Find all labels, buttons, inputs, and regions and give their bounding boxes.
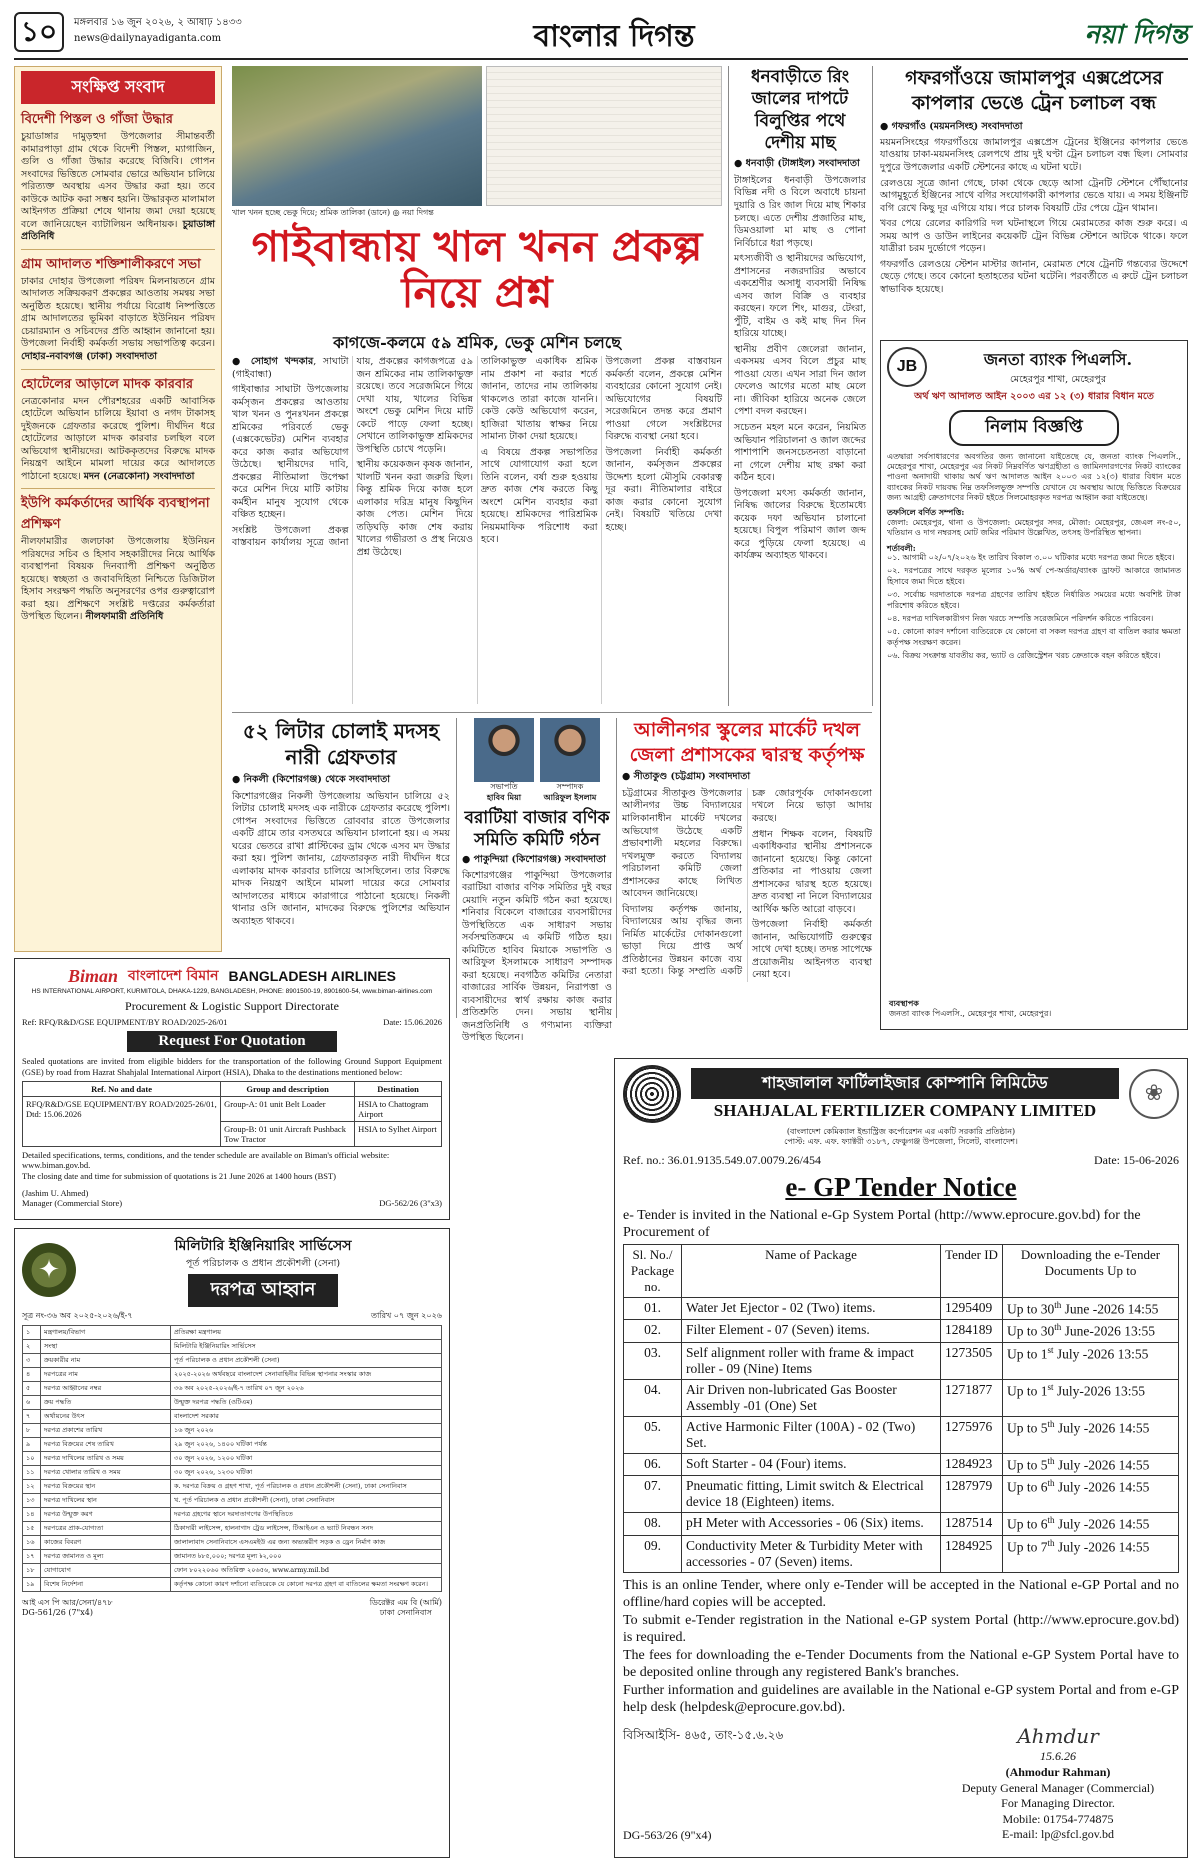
table-row: ১ মন্ত্রণালয়/বিভাগ প্রতিরক্ষা মন্ত্রণালয় — [23, 1325, 442, 1339]
table-row: ৩ ক্রয়কারীর নাম পূর্ত পরিচালক ও প্রধান প্রকৌশলী (সেনা) — [23, 1353, 442, 1367]
secretary-label: সম্পাদক — [556, 782, 584, 791]
bank-term: ০১. আগামী ০২/০৭/২০২৬ ইং তারিখ বিকাল ৩.০০ ঘটিকার মধ্যে দরপত্র জমা দিতে হইবে। — [887, 553, 1175, 563]
bank-intro: এতদ্বারা সর্বসাধারণের অবগতির জন্য জানানো যাইতেছে যে, জনতা ব্যাংক পিএলসি., মেহেরপুর শাখা, মেহেরপুর এর নিকট নিম্নবর্ণিত ঋণগ্রহীতা ও জামিনদারগণের নিকট ব্যাংকের পাওনা অনাদায়ী থাকায় অর্থ ঋণ আদালত আইন ২০০৩ এর ১২(৩) ধারার বিধান মতে ব্যাংকের নিকট দায়বদ্ধ নিম্ন তফসিলভুক্ত সম্পত্তি যেখানে যে অবস্থায় আছে ভিত্তিতে বিক্রয়ের জন্য আগ্রহী ক্রেতাগণের নিকট হইতে সিলমোহরকৃত দরপত্র আহ্বান করা যাইতেছে। — [887, 451, 1181, 503]
fish-body: স্থানীয় প্রবীণ জেলেরা জানান, একসময় এসব বিলে প্রচুর মাছ পাওয়া যেত। এখন সারা দিন জাল ফেলেও আগের মতো মাছ মেলে না। জীবিকা হারিয়ে অনেক জেলে পেশা বদল করছেন। — [734, 343, 866, 418]
website[interactable]: news@dailynayadiganta.com — [74, 33, 222, 44]
biman-address: HS INTERNATIONAL AIRPORT, KURMITOLA, DHAKA-1229, BANGLADESH, PHONE: 8901500-19, 8901600-54, www.biman-airlines.com — [31, 988, 433, 995]
sfcl-sig-date: 15.6.26 — [1040, 1749, 1076, 1764]
mes-tender-ad — [14, 1228, 450, 1858]
lead-body: ● সোহাগ খন্দকার, সাঘাটা (গাইবান্ধা) গাইবান্ধার সাঘাটা উপজেলায় কর্মসৃজন প্রকল্পের আওতায় খাল খনন ও পুনঃখনন প্রকল্পে শ্রমিকের পরিবর্তে ভেকু (এক্সকেভেটর) মেশিন ব্যবহার করে কাজ করার অভিযোগ উঠেছে। স্থানীয়দের দাবি, প্রকল্পের নীতিমালা উপেক্ষা করে মেশিন দিয়ে মাটি কাটায় কর্মহীন মানুষ সুযোগ থেকে বঞ্চিত হচ্ছেন। সংশ্লিষ্ট উপজেলা প্রকল্প বাস্তবায়ন কার্যালয় সূত্রে জানা যায়, প্রকল্পের কাগজপত্রে ৫৯ জন শ্রমিকের নাম তালিকাভুক্ত রয়েছে। তবে সরেজমিনে গিয়ে দেখা যায়, খালের বিভিন্ন অংশে ভেকু মেশিন দিয়ে মাটি কেটে পাড়ে ফেলা হচ্ছে। সেখানে তালিকাভুক্ত শ্রমিকদের উপস্থিতি চোখে পড়েনি। স্থানীয় কয়েকজন কৃষক জানান, খালটি খনন করা জরুরি ছিল। কিন্তু শ্রমিক দিয়ে কাজ হলে এলাকার দরিদ্র মানুষ কিছুদিন কাজ পেত। মেশিন দিয়ে তড়িঘড়ি কাজ শেষ করায় খালের গভীরতা ও প্রস্থ নিয়েও প্রশ্ন উঠেছে। তালিকাভুক্ত একাধিক শ্রমিক নাম প্রকাশ না করার শর্তে জানান, তাদের নাম তালিকায় থাকলেও তারা কাজে যাননি। কেউ কেউ অভিযোগ করেন, হাজিরা খাতায় স্বাক্ষর নিয়ে সামান্য টাকা দেয়া হয়েছে। এ বিষয়ে প্রকল্প সভাপতির সাথে যোগাযোগ করা হলে তিনি বলেন, বর্ষা শুরু হওয়ায় দ্রুত কাজ শেষ করতে কিছু অংশে মেশিন ব্যবহার করা হয়েছে। শ্রমিকদের পারিশ্রমিক নিয়মমাফিক পরিশোধ করা হবে। উপজেলা প্রকল্প বাস্তবায়ন কর্মকর্তা বলেন, প্রকল্পে মেশিন ব্যবহারের কোনো সুযোগ নেই। অভিযোগের বিষয়টি সরেজমিনে তদন্ত করে প্রমাণ পাওয়া গেলে সংশ্লিষ্টদের বিরুদ্ধে ব্যবস্থা নেয়া হবে। উপজেলা নির্বাহী কর্মকর্তা জানান, কর্মসৃজন প্রকল্পের উদ্দেশ্য হলো মৌসুমি বেকারত্ব দূর করা। নীতিমালার বাইরে কাজ করার কোনো সুযোগ নেই। বিষয়টি খতিয়ে দেখা হচ্ছে। — [232, 356, 722, 558]
lead-subhead: কাগজে-কলমে ৫৯ শ্রমিক, ভেকু মেশিন চলছে — [333, 333, 621, 352]
table-row: 07. Pneumatic fitting, Limit switch & Electrical device 18 (Eighteen) items. 1287979 Up to 6th July -2026 14:55 — [624, 1476, 1179, 1513]
bank-notice-title: নিলাম বিজ্ঞপ্তি — [949, 410, 1119, 446]
biman-dept: Procurement & Logistic Support Directorate — [125, 999, 339, 1014]
signature-image: Ahmdur — [1017, 1724, 1099, 1749]
table-row: ৯ দরপত্র বিক্রয়ের শেষ তারিখ ২৯ জুন ২০২৬, ১৪০০ ঘটিকা পর্যন্ত — [23, 1437, 442, 1451]
biman-title: Request For Quotation — [127, 1031, 337, 1052]
lead-photo-caption: খাল খনন হচ্ছে ভেকু দিয়ে; শ্রমিক তালিকা (ডানে) ◎ নয়া দিগন্ত — [232, 208, 434, 217]
biman-logo: Biman — [67, 965, 119, 986]
sfcl-title: e- GP Tender Notice — [785, 1171, 1017, 1202]
biman-name: BANGLADESH AIRLINES — [228, 968, 397, 984]
sfcl-sub2: পোস্ট: এফ. এফ. ফ্যাক্টরী ৩১৮৭, ফেঞ্চুগঞ্জ উপজেলা, সিলেট, বাংলাদেশ। — [784, 1137, 1018, 1147]
sfcl-code: DG-563/26 (9"x4) — [623, 1828, 712, 1842]
lead-photo-excavator — [232, 66, 482, 206]
bank-name: জনতা ব্যাংক পিএলসি. — [983, 350, 1133, 370]
table-row: ১২ দরপত্র বিক্রয়ের স্থান ক. দরপত্র বিক্রয় ও গ্রহণ শাখা, পূর্ত পরিচালক ও প্রধান প্রকৌশলী (সেনা), ঢাকা সেনানিবাস — [23, 1479, 442, 1493]
sfcl-date: Date: 15-06-2026 — [1094, 1152, 1179, 1167]
mes-memo: সূত্র নং-৩৬ অব ২০২৫-২০২৬/ই-৭ — [22, 1310, 133, 1320]
fish-dateline: ● ধনবাড়ী (টাঙ্গাইল) সংবাদদাতা — [734, 158, 860, 170]
school-body: চট্টগ্রামের সীতাকুণ্ড উপজেলার আলীনগর উচ্চ বিদ্যালয়ের মালিকানাধীন মার্কেট দখলের অভিযোগ উঠেছে একটি প্রভাবশালী মহলের বিরুদ্ধে। দখলমুক্ত করতে বিদ্যালয় পরিচালনা কমিটি জেলা প্রশাসকের কাছে লিখিত আবেদন জানিয়েছে। বিদ্যালয় কর্তৃপক্ষ জানায়, বিদ্যালয়ের আয় বৃদ্ধির জন্য নির্মিত মার্কেটের দোকানগুলো ভাড়া দিয়ে প্রাপ্ত অর্থ প্রতিষ্ঠানের উন্নয়ন কাজে ব্যয় করা হতো। কিন্তু সম্প্রতি একটি চক্র জোরপূর্বক দোকানগুলো দখলে নিয়ে ভাড়া আদায় করছে। প্রধান শিক্ষক বলেন, বিষয়টি একাধিকবার স্থানীয় প্রশাসনকে জানানো হয়েছে। কিন্তু কোনো প্রতিকার না পাওয়ায় জেলা প্রশাসকের দ্বারস্থ হতে হয়েছে। দ্রুত ব্যবস্থা না নিলে বিদ্যালয়ের আর্থিক ক্ষতি আরো বাড়বে। উপজেলা নির্বাহী কর্মকর্তা জানান, অভিযোগটি গুরুত্বের সাথে দেখা হচ্ছে। তদন্ত সাপেক্ষে প্রয়োজনীয় আইনগত ব্যবস্থা নেয়া হবে। — [622, 787, 872, 981]
table-row: 09. Conductivity Meter & Turbidity Meter with accessories - 07 (Seven) items. 1284925 Up to 7th July -2026 14:55 — [624, 1535, 1179, 1572]
fish-story — [734, 66, 866, 706]
date-line: মঙ্গলবার ১৬ জুন ২০২৬, ২ আষাঢ় ১৪৩৩ — [74, 17, 242, 28]
mes-code-left: আই এস পি আর/সেনা/৪৭৮ — [22, 1597, 113, 1607]
biman-signer: (Jashim U. Ahmed) — [22, 1187, 89, 1198]
liquor-dateline: ● নিকলী (কিশোরগঞ্জ) থেকে সংবাদদাতা — [232, 774, 390, 785]
brief-item — [21, 494, 215, 624]
table-row: 05. Active Harmonic Filter (100A) - 02 (Two) Set. 1275976 Up to 5th July -2026 14:55 — [624, 1416, 1179, 1453]
table-row: 01. Water Jet Ejector - 02 (Two) items. 1295409 Up to 30th June -2026 14:55 — [624, 1297, 1179, 1320]
brief-item-title: বিদেশী পিস্তল ও গাঁজা উদ্ধার — [21, 112, 173, 127]
avatar — [540, 718, 600, 782]
train-body: ● গফরগাঁও (ময়মনসিংহ) সংবাদদাতা ময়মনসিংহের গফরগাঁওয়ে জামালপুর এক্সপ্রেস ট্রেনের ইঞ্জিনের কাপলার ভেঙে যাওয়ায় ঢাকা-ময়মনসিংহ রেলপথে প্রায় দুই ঘণ্টা ট্রেন চলাচল বন্ধ ছিল। সোমবার দুপুরে উপজেলার একটি স্টেশনের কাছে এ ঘটনা ঘটে। রেলওয়ে সূত্রে জানা গেছে, ঢাকা থেকে ছেড়ে আসা ট্রেনটি স্টেশনে পৌঁছানোর আগমুহূর্তে ইঞ্জিনের সাথে বগির সংযোগকারী কাপলার ভেঙে যায়। এ সময় ইঞ্জিনটি বগি রেখে কিছু দূর এগিয়ে যায়। পরে চালক বিষয়টি টের পেয়ে ট্রেন থামান। খবর পেয়ে রেলের কারিগরি দল ঘটনাস্থলে গিয়ে মেরামতের কাজ শুরু করে। এ সময় আপ ও ডাউন লাইনের কয়েকটি ট্রেন বিভিন্ন স্টেশনে আটকে থাকে। ফলে যাত্রীরা চরম দুর্ভোগে পড়েন। গফরগাঁও রেলওয়ে স্টেশন মাস্টার জানান, মেরামত শেষে ট্রেনটি গন্তব্যের উদ্দেশে ছেড়ে গেছে। তবে কোনো হতাহতের ঘটনা ঘটেনি। পরবর্তীতে এ রুটে ট্রেন চলাচল স্বাভাবিক হয়েছে। — [880, 121, 1188, 295]
school-dateline: ● সীতাকুণ্ড (চট্টগ্রাম) সংবাদদাতা — [622, 771, 751, 783]
table-row: 06. Soft Starter - 04 (Four) items. 1284923 Up to 5th July -2026 14:55 — [624, 1453, 1179, 1476]
committee-story — [462, 718, 612, 1044]
brief-item-body: চুয়াডাঙ্গার দামুড়হুদা উপজেলার সীমান্তবর্তী কামারপাড়া গ্রাম থেকে বিদেশী পিস্তল, ম্যাগাজিন, গুলি ও গাঁজা উদ্ধার করেছে বিজিবি। গোপন সংবাদের ভিত্তিতে সোমবার ভোরে অভিযান চালিয়ে পরিত্যক্ত অবস্থায় এসব উদ্ধার করা হয়। তবে কাউকে আটক করা সম্ভব হয়নি। উদ্ধারকৃত মালামাল আইনগত প্রক্রিয়া শেষে থানায় জমা দেয়া হয়েছে বলে জানিয়েছেন ব্যাটালিয়ন অধিনায়ক। চুয়াডাঙ্গা প্রতিনিধি — [21, 131, 215, 243]
mes-date: তারিখ ০৭ জুন ২০২৬ — [370, 1310, 442, 1320]
bank-schedule: জেলা: মেহেরপুর, থানা ও উপজেলা: মেহেরপুর সদর, মৌজা: মেহেরপুর, জেএল নং-৫০, খতিয়ান ও দাগ নম্বরসহ মোট জমির পরিমাণ উল্লেখিত, তৎসহ উপরিস্থিত স্থাপনা। — [887, 517, 1181, 538]
fish-body: মৎস্যজীবী ও স্থানীয়দের অভিযোগ, প্রশাসনের নজরদারির অভাবে একশ্রেণীর অসাধু ব্যবসায়ী নিষিদ্ধ এসব জাল বিক্রি ও ব্যবহার করছেন। ফলে শিং, মাগুর, টেংরা, পুঁটি, বাইম ও কই মাছ দিন দিন হারিয়ে যাচ্ছে। — [734, 253, 866, 340]
sfcl-table: Sl. No./ Package no. Name of Package Tender ID Downloading the e-Tender Documents Up to 01. Water Jet Ejector - 02 (Two) items. 1295409 Up to 30th June -2026 14:55 02. Filter Element - 07 (Seven) items. 1284189 Up to 30th June-2026 13:55 03. Self alignment roller with frame & impact roller - 09 (Nine) Items 1273505 Up to 1st July -2026 13:55 04. Air Driven non-lubricated Gas Booster Assembly -01 (One) Set 1271877 Up to 1st July-2026 13:55 05. Active Harmonic Filter (100A) - 02 (Two) Set. 1275976 Up to 5th July -2026 14:55 06. Soft Starter - 04 (Four) items. 1284923 Up to 5th July -2026 14:55 07. Pneumatic fitting, Limit switch & Electrical device 18 (Eighteen) items. 1287979 Up to 6th July -2026 14:55 08. pH Meter with Accessories - 06 (Six) items. 1287514 Up to 6th July -2026 14:55 09. Conductivity Meter & Turbidity Meter with accessories - 07 (Seven) items. 1284925 Up to 7th July -2026 14:55 — [623, 1244, 1179, 1573]
brief-item-body: নেত্রকোনার মদন পৌরশহরের একটি আবাসিক হোটেলে অভিযান চালিয়ে ইয়াবা ও নগদ টাকাসহ দুইজনকে গ্রেফতার করেছে পুলিশ। দীর্ঘদিন ধরে হোটেলের আড়ালে মাদক কারবার চলছিল বলে অভিযোগ স্থানীয়দের। আটককৃতদের বিরুদ্ধে মাদক নিয়ন্ত্রণ আইনে মামলা দায়ের করে আদালতে পাঠানো হয়েছে। মদন (নেত্রকোনা) সংবাদদাতা — [21, 395, 215, 482]
table-row: ১৬ কাজের বিবরণ জালালাবাদ সেনানিবাসে এসএমইউ এর জন্য অভ্যন্তরীণ সড়ক ও ড্রেন নির্মাণ কাজ — [23, 1535, 442, 1549]
mes-title: দরপত্র আহ্বান — [188, 1274, 338, 1307]
army-crest-icon: ✦ — [22, 1243, 76, 1297]
bank-schedule-title: তফসিলে বর্ণিত সম্পত্তি: — [887, 507, 965, 518]
table-row: ৬ ক্রয় পদ্ধতি উন্মুক্ত দরপত্র পদ্ধতি (ওটিএম) — [23, 1395, 442, 1409]
train-headline: গফরগাঁওয়ে জামালপুর এক্সপ্রেসের কাপলার ভেঙে ট্রেন চলাচল বন্ধ — [905, 67, 1163, 114]
biman-date: Date: 15.06.2026 — [383, 1017, 442, 1028]
bank-term: ০২. দরপত্রের সাথে দরকৃত মূল্যের ১০% অর্থ পে-অর্ডার/ব্যাংক ড্রাফট আকারে জামানত হিসাবে জমা দিতে হইবে। — [887, 566, 1181, 586]
table-row: ১৫ দরপত্রের প্রাক-যোগ্যতা ঠিকাদারী লাইসেন্স, হালনাগাদ ট্রেড লাইসেন্স, টিআইএন ও ভ্যাট নিবন্ধন সনদ — [23, 1521, 442, 1535]
page-number: ১০ — [14, 12, 64, 52]
sfcl-bn-name: শাহজালাল ফার্টিলাইজার কোম্পানি লিমিটেড — [691, 1068, 1119, 1099]
sfcl-para: The fees for downloading the e-Tender Documents from the National e-GP System Portal have to be deposited online through any registered Bank's branches. — [623, 1647, 1179, 1681]
bank-term: ০৩. সর্বোচ্চ দরদাতাকে দরপত্র গ্রহণের তারিখ হইতে নির্ধারিত সময়ের মধ্যে অবশিষ্ট টাকা পরিশোধ করিতে হইবে। — [887, 590, 1181, 610]
liquor-headline: ৫২ লিটার চোলাই মদসহ নারী গ্রেফতার — [242, 719, 440, 769]
table-row: RFQ/R&D/GSE EQUIPMENT/BY ROAD/2025-26/01, Dtd: 15.06.2026 Group-A: 01 unit Belt Loader HSIA to Chattogram Airport — [23, 1096, 442, 1121]
fish-body: উপজেলা মৎস্য কর্মকর্তা জানান, নিষিদ্ধ জালের বিরুদ্ধে ইতোমধ্যে কয়েক দফা অভিযান চালানো হয়েছে। বিপুল পরিমাণ জাল জব্দ করে পুড়িয়ে ফেলা হয়েছে। এ কার্যক্রম অব্যাহত থাকবে। — [734, 487, 866, 562]
table-row: Group-B: 01 unit Aircraft Pushback Tow Tractor HSIA to Sylhet Airport — [23, 1121, 442, 1146]
sfcl-para: This is an online Tender, where only e-Tender will be accepted in the National e-GP Portal and no offline/hard copies will be accepted. — [623, 1577, 1179, 1611]
sfcl-ref: Ref. no.: 36.01.9135.549.07.0079.26/454 — [623, 1152, 821, 1167]
table-row: ৫ দরপত্র আহ্বানের নম্বর ৩৬ অব ২০২৫-২০২৬/ই-৭ তারিখ ০৭ জুন ২০২৬ — [23, 1381, 442, 1395]
biman-ref: Ref: RFQ/R&D/GSE EQUIPMENT/BY ROAD/2025-26/01 — [22, 1017, 228, 1028]
train-story — [880, 66, 1188, 336]
brief-item — [21, 110, 215, 244]
brief-item-title: ইউপি কর্মকর্তাদের আর্থিক ব্যবস্থাপনা প্রশিক্ষণ — [21, 496, 210, 533]
brief-item-body: ঢাকার দোহার উপজেলা পরিষদ মিলনায়তনে গ্রাম আদালত সক্রিয়করণ প্রকল্পের আওতায় সমন্বয় সভা অনুষ্ঠিত হয়েছে। স্থানীয় পর্যায়ে বিরোধ নিষ্পত্তিতে গ্রাম আদালতের ভূমিকা বাড়াতে ইউনিয়ন পরিষদ চেয়ারম্যান ও সচিবদের প্রতি আহ্বান জানানো হয়। উপজেলা নির্বাহী কর্মকর্তা সভায় সভাপতিত্ব করেন। দোহার-নবাবগঞ্জ (ঢাকা) সংবাদদাতা — [21, 275, 215, 362]
sfcl-bn-code: বিসিআইসি- ৪৬৫, তাং-১৫.৬.২৬ — [623, 1727, 784, 1742]
sfcl-for: For Managing Director. — [1001, 1796, 1115, 1811]
table-row: ১৪ দরপত্র উন্মুক্ত করণ দরপত্র গ্রহণের স্থানে দরদাতাগণের উপস্থিতিতে — [23, 1507, 442, 1521]
school-story — [622, 718, 872, 1018]
biman-code: DG-562/26 (3"x3) — [379, 1197, 442, 1208]
table-row: ১৯ বিশেষ নির্দেশনা কর্তৃপক্ষ কোনো কারণ দর্শানো ব্যতিরেকে যে কোনো দরপত্র গ্রহণ বা বাতিলের ক্ষমতা সংরক্ষণ করেন। — [23, 1577, 442, 1591]
sfcl-mobile: Mobile: 01754-774875 — [1002, 1811, 1114, 1826]
table-row: ১৭ দরপত্র জামানত ও মূল্য জামানত ৳৮৫,০০০; দরপত্র মূল্য ৳২,০০০ — [23, 1549, 442, 1563]
table-row: 08. pH Meter with Accessories - 06 (Six) items. 1287514 Up to 6th July -2026 14:55 — [624, 1513, 1179, 1536]
sfcl-para: To submit e-Tender registration in the National e-GP system Portal (http://www.eprocure.gov.bd) is required. — [623, 1612, 1179, 1646]
bank-terms-title: শর্তাবলী: — [887, 542, 916, 553]
brief-item-title: গ্রাম আদালত শক্তিশালীকরণে সভা — [21, 256, 201, 272]
president-label: সভাপতি — [490, 782, 518, 791]
biman-table: Ref. No and date Group and description Destination RFQ/R&D/GSE EQUIPMENT/BY ROAD/2025-26/01, Dtd: 15.06.2026 Group-A: 01 unit Belt Loader HSIA to Chattogram Airport Group-B: 01 unit Aircraft Pushback Tow Tractor HSIA to Sylhet Airport — [22, 1081, 442, 1147]
bank-signature: ব্যবস্থাপক জনতা ব্যাংক পিএলসি., মেহেরপুর শাখা, মেহেরপুর। — [889, 998, 1052, 1018]
secretary-name: আরিফুল ইসলাম — [543, 792, 597, 803]
school-headline: আলীনগর স্কুলের মার্কেট দখল জেলা প্রশাসকের দ্বারস্থ কর্তৃপক্ষ — [629, 719, 865, 766]
mes-signer: ডিরেক্টর এম বি (আর্মি) — [369, 1597, 442, 1607]
liquor-story — [232, 718, 450, 958]
section-title: বাংলার দিগন্ত — [533, 19, 695, 54]
bcic-logo-icon: ❀ — [1129, 1069, 1179, 1119]
bank-term: ০৬. বিক্রয় সংক্রান্ত যাবতীয় কর, ভ্যাট ও রেজিস্ট্রেশন খরচ ক্রেতাকে বহন করিতে হইবে। — [887, 651, 1161, 661]
sfcl-intro: e- Tender is invited in the National e-Gp System Portal (http://www.eprocure.gov.bd) for the Procurement of — [623, 1207, 1141, 1241]
table-row: ২ সংস্থা মিলিটারি ইঞ্জিনিয়ারিং সার্ভিসেস — [23, 1339, 442, 1353]
brief-item-body: নীলফামারীর জলঢাকা উপজেলায় ইউনিয়ন পরিষদের সচিব ও হিসাব সহকারীদের নিয়ে আর্থিক ব্যবস্থাপনা বিষয়ক দিনব্যাপী প্রশিক্ষণ অনুষ্ঠিত হয়েছে। স্বচ্ছতা ও জবাবদিহিতা নিশ্চিতে ডিজিটাল হিসাব সংরক্ষণ পদ্ধতি অনুসরণের ওপর গুরুত্বারোপ করা হয়। প্রশিক্ষণে সংশ্লিষ্ট দপ্তরের কর্মকর্তারা উপস্থিত ছিলেন। নীলফামারী প্রতিনিধি — [21, 536, 215, 623]
lead-headline: গাইবান্ধায় খাল খনন প্রকল্প নিয়ে প্রশ্ন — [251, 222, 703, 318]
table-row: ১১ দরপত্র খোলার তারিখ ও সময় ৩০ জুন ২০২৬, ১২৩০ ঘটিকা — [23, 1465, 442, 1479]
sfcl-para: Further information and guidelines are available in the National e-GP system Portal and from e-GP help desk (helpdesk@eprocure.gov.bd). — [623, 1682, 1179, 1716]
sfcl-tender-ad — [614, 1058, 1188, 1858]
committee-headline: বরাটিয়া বাজার বণিক সমিতি কমিটি গঠন — [464, 807, 610, 850]
sfcl-signer: (Ahmodur Rahman) — [1005, 1765, 1111, 1780]
biman-details: Detailed specifications, terms, conditions, and the tender schedule are available on Biman's official website: www.biman.gov.bd. — [22, 1149, 390, 1171]
brief-item — [21, 375, 215, 484]
brief-news-box — [14, 66, 222, 952]
bank-auction-ad — [880, 340, 1188, 1030]
table-row: 02. Filter Element - 07 (Seven) items. 1284189 Up to 30th June-2026 13:55 — [624, 1320, 1179, 1343]
fish-body: সচেতন মহল মনে করেন, নিয়মিত অভিযান পরিচালনা ও জাল জব্দের পাশাপাশি জনসচেতনতা বাড়ানো না গেলে দেশীয় মাছ রক্ষা করা কঠিন হবে। — [734, 422, 866, 484]
paper-logo: নয়া দিগন্ত — [1084, 20, 1188, 50]
bank-branch: মেহেরপুর শাখা, মেহেরপুর — [1009, 374, 1107, 386]
biman-closing: The closing date and time for submission of quotations is 21 June 2026 at 1400 hours (BST) — [22, 1170, 336, 1181]
table-row: 03. Self alignment roller with frame & impact roller - 09 (Nine) Items 1273505 Up to 1st July -2026 13:55 — [624, 1342, 1179, 1379]
mes-table — [22, 1325, 442, 1592]
biman-intro: Sealed quotations are invited from eligible bidders for the transportation of the following Ground Support Equipment (GSE) by road from Hazrat Shahjalal International Airport (HSIA), Dhaka to the destinations mentioned below: — [22, 1056, 442, 1078]
brief-item — [21, 255, 215, 364]
table-row: ১৩ দরপত্র দাখিলের স্থান খ. পূর্ত পরিচালক ও প্রধান প্রকৌশলী (সেনা), ঢাকা সেনানিবাস — [23, 1493, 442, 1507]
committee-dateline: ● পাকুন্দিয়া (কিশোরগঞ্জ) সংবাদদাতা — [462, 853, 606, 865]
liquor-body: কিশোরগঞ্জের নিকলী উপজেলায় অভিযান চালিয়ে ৫২ লিটার চোলাই মদসহ এক নারীকে গ্রেফতার করেছে পুলিশ। গোপন সংবাদের ভিত্তিতে রোববার রাতে উপজেলার একটি গ্রামে তার বসতঘরে অভিযান চালানো হয়। এ সময় ঘরের ভেতরে রাখা প্লাস্টিকের ড্রাম থেকে এসব মদ উদ্ধার করা হয়। পুলিশ জানায়, গ্রেফতারকৃত নারী দীর্ঘদিন ধরে এলাকায় মাদক কারবার চালিয়ে আসছিলেন। তার বিরুদ্ধে মাদক নিয়ন্ত্রণ আইনে মামলা দায়ের করে সোমবার আদালতের মাধ্যমে কারাগারে পাঠানো হয়েছে। নিকলী থানার ওসি জানান, মাদকের বিরুদ্ধে পুলিশের অভিযান অব্যাহত থাকবে। — [232, 790, 450, 927]
mes-code: DG-561/26 (7"x4) — [22, 1608, 93, 1618]
bank-term: ০৫. কোনো কারণ দর্শানো ব্যতিরেকে যে কোনো বা সকল দরপত্র গ্রহণ বা বাতিল করার ক্ষমতা কর্তৃপক্ষ সংরক্ষণ করেন। — [887, 627, 1181, 647]
mes-sub: পূর্ত পরিচালক ও প্রধান প্রকৌশলী (সেনা) — [185, 1258, 341, 1269]
president-name: হাবিব মিয়া — [486, 792, 522, 803]
bank-act-line: অর্থ ঋণ আদালত আইন ২০০৩ এর ১২ (৩) ধারার বিধান মতে — [914, 391, 1154, 402]
sfcl-sub1: (বাংলাদেশ কেমিক্যাল ইন্ডাস্ট্রিজ কর্পোরেশন এর একটি সরকারি প্রতিষ্ঠান) — [786, 1127, 1016, 1136]
biman-signer-title: Manager (Commercial Store) — [22, 1197, 123, 1208]
fish-body: টাঙ্গাইলের ধনবাড়ী উপজেলার বিভিন্ন নদী ও বিলে অবাধে চায়না দুয়ারি ও রিং জাল দিয়ে মাছ শিকার চলছে। এতে দেশীয় প্রজাতির মাছ, ডিমওয়ালা মা মাছ ও পোনা নির্বিচারে ধরা পড়ছে। — [734, 174, 866, 249]
avatar — [474, 718, 534, 782]
masthead — [14, 10, 1188, 56]
mes-org: মিলিটারি ইঞ্জিনিয়ারিং সার্ভিসেস — [174, 1238, 352, 1254]
table-row: 04. Air Driven non-lubricated Gas Booster Assembly -01 (One) Set 1271877 Up to 1st July-2026 13:55 — [624, 1379, 1179, 1416]
brief-item-title: হোটেলের আড়ালে মাদক কারবার — [21, 376, 194, 392]
biman-rfq-ad — [14, 958, 450, 1220]
fish-headline: ধনবাড়ীতে রিং জালের দাপটে বিলুপ্তির পথে দেশীয় মাছ — [750, 67, 850, 154]
bank-term: ০৪. দরপত্র দাখিলকারীগণ নিজ খরচে সম্পত্তি সরেজমিনে পরিদর্শন করিতে পারিবেন। — [887, 614, 1154, 623]
sfcl-en-name: SHAHJALAL FERTILIZER COMPANY LIMITED — [713, 1100, 1097, 1120]
brief-news-header: সংক্ষিপ্ত সংবাদ — [21, 71, 215, 104]
lead-photo-worker-list — [486, 66, 722, 206]
mes-signer-sub: ঢাকা সেনানিবাস — [379, 1608, 432, 1618]
sfcl-signer-title: Deputy General Manager (Commercial) — [961, 1780, 1155, 1795]
committee-body: কিশোরগঞ্জের পাকুন্দিয়া উপজেলার বরাটিয়া বাজার বণিক সমিতির দুই বছর মেয়াদি নতুন কমিটি গঠন করা হয়েছে। শনিবার বিকেলে বাজারের ব্যবসায়ীদের উপস্থিতিতে এক সাধারণ সভায় সর্বসম্মতিক্রমে এ কমিটি গঠিত হয়। কমিটিতে হাবিব মিয়াকে সভাপতি ও আরিফুল ইসলামকে সাধারণ সম্পাদক করা হয়েছে। নবগঠিত কমিটির নেতারা বাজারের সার্বিক উন্নয়ন, নিরাপত্তা ও ব্যবসায়ীদের স্বার্থ রক্ষায় কাজ করার প্রতিশ্রুতি দেন। সভায় স্থানীয় জনপ্রতিনিধি ও গণ্যমান্য ব্যক্তিরা উপস্থিত ছিলেন। — [462, 869, 612, 1044]
sfcl-email[interactable]: E-mail: lp@sfcl.gov.bd — [1002, 1827, 1114, 1842]
table-row: ৭ অর্থায়নের উৎস বাংলাদেশ সরকার — [23, 1409, 442, 1423]
biman-logo-bn: বাংলাদেশ বিমান — [128, 968, 219, 984]
table-row: ৮ দরপত্র প্রকাশের তারিখ ১৬ জুন ২০২৬ — [23, 1423, 442, 1437]
table-row: ১৮ যোগাযোগ ফোন ৮০২২০৬০ অতিরিক্ত ২০৬৫৬, www.army.mil.bd — [23, 1563, 442, 1577]
table-row: ১০ দরপত্র দাখিলের তারিখ ও সময় ৩০ জুন ২০২৬, ১২০০ ঘটিকা — [23, 1451, 442, 1465]
bank-logo: JB — [887, 347, 927, 387]
table-row: ৪ দরপত্রের নাম ২০২৫-২০২৬ অর্থবছরে বাংলাদেশ সেনাবাহিনীর বিভিন্ন স্থাপনার সংস্কার কাজ — [23, 1367, 442, 1381]
sfcl-logo-icon — [623, 1065, 681, 1123]
